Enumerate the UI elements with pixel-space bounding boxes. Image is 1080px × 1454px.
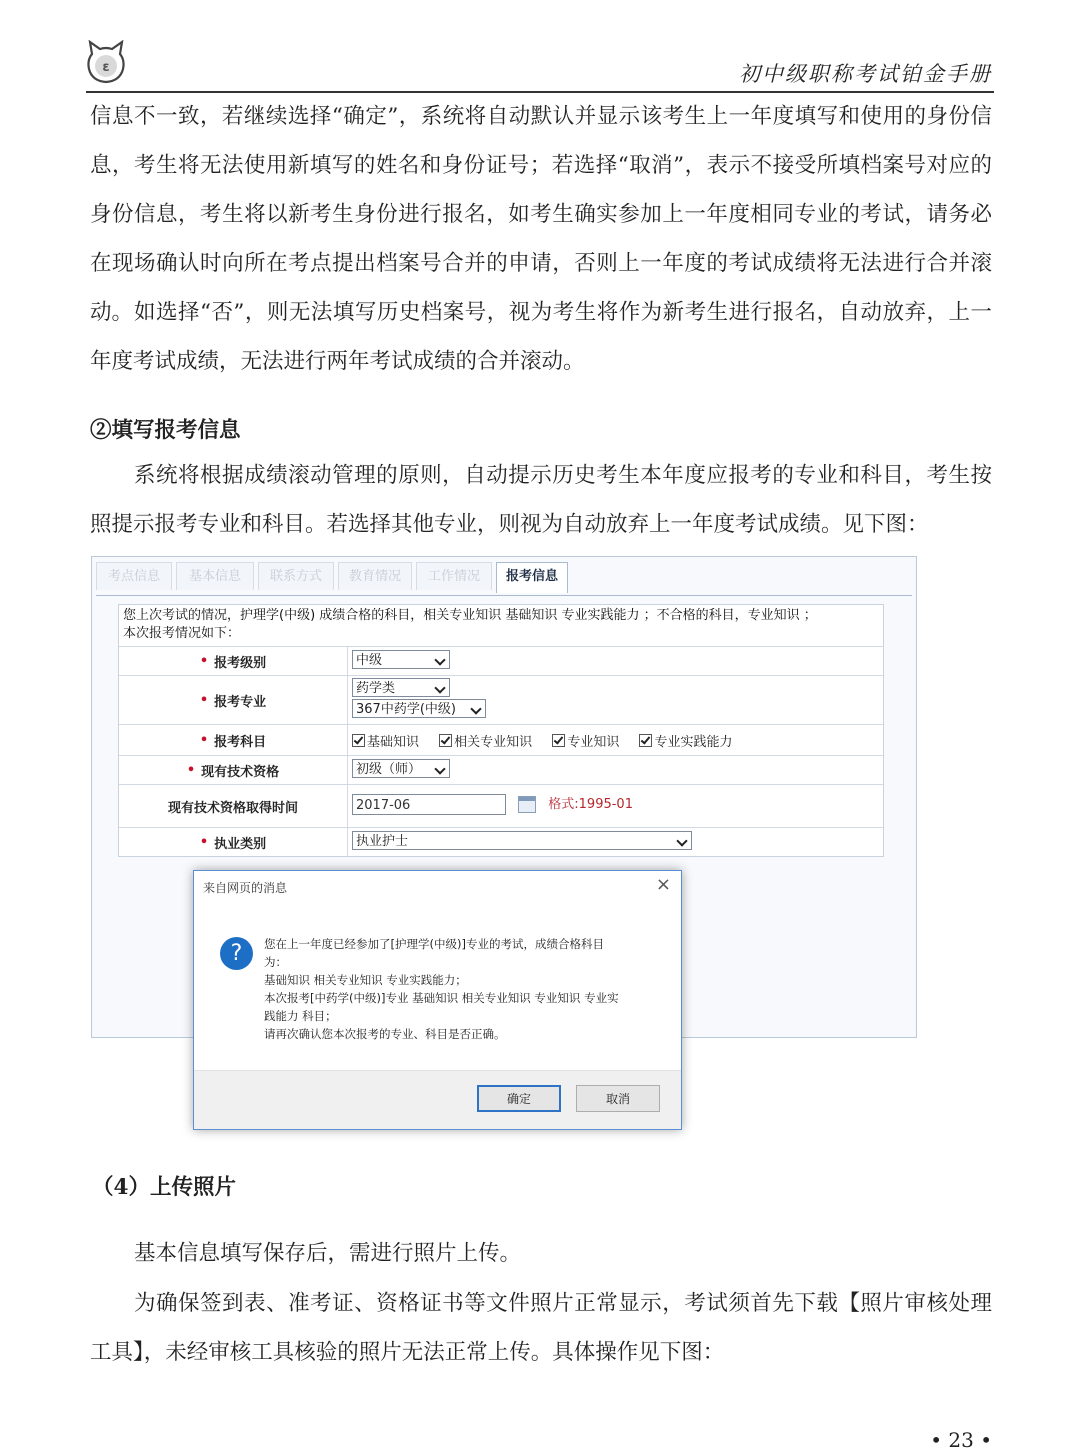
dialog-message-line: 您在上一年度已经参加了[护理学(中级)]专业的考试，成绩合格科目	[264, 937, 604, 951]
level-select[interactable]: 中级	[352, 650, 450, 669]
calendar-icon[interactable]	[518, 796, 536, 813]
row-practice-type	[119, 828, 883, 856]
row-subjects	[119, 725, 883, 756]
subject-checkbox-practice[interactable]: 专业实践能力	[639, 731, 732, 750]
qualification-label: • 现有技术资格	[119, 756, 348, 784]
dialog-message-line: 本次报考[中药学(中级)]专业 基础知识 相关专业知识 专业知识 专业实	[264, 991, 619, 1005]
tab-basic-info[interactable]: 基本信息	[176, 562, 254, 590]
dialog-message-line: 为：	[264, 955, 287, 969]
tab-contact[interactable]: 联系方式	[258, 562, 334, 590]
paragraph-4: 基本信息填写保存后，需进行照片上传。	[134, 1241, 522, 1266]
tab-work[interactable]: 工作情况	[416, 562, 492, 590]
subject-checkbox-related[interactable]: 相关专业知识	[439, 731, 532, 750]
subjects-label: • 报考科目	[119, 725, 348, 755]
subject-checkbox-professional[interactable]: 专业知识	[552, 731, 619, 750]
subject-checkbox-basic[interactable]: 基础知识	[352, 731, 419, 750]
dialog-message-line: 基础知识 相关专业知识 专业实践能力；	[264, 973, 467, 987]
paragraph-1: 信息不一致，若继续选择“确定”，系统将自动默认并显示该考生上一年度填写和使用的身份信息，考生将无法使用新填写的姓名和身份证号；若选择“取消”，表示不接受所填档案号对应的身份信息，考生将以新考生身份进行报名，如考生确实参加上一年度相同专业的考试，请务必在现场确认时向所在考点提出档案号合并的申请，否则上一年度的考试成绩将无法进行合并滚动。	[90, 104, 992, 325]
tab-bar	[96, 562, 912, 592]
history-note-line-2: 本次报考情况如下：	[123, 626, 241, 641]
practice-type-label: • 执业类别	[119, 828, 348, 856]
header-title: 初中级职称考试铂金手册	[739, 62, 992, 86]
tab-divider	[96, 595, 912, 596]
tab-exam-site[interactable]: 考点信息	[96, 562, 172, 590]
paragraph-3: 系统将根据成绩滚动管理的原则，自动提示历史考生本年度应报考的专业和科目，考生按照提示报考专业和科目。若选择其他专业，则视为自动放弃上一年度考试成绩。见下图：	[90, 463, 992, 537]
tab-education[interactable]: 教育情况	[338, 562, 412, 590]
practice-type-select[interactable]: 执业护士	[352, 831, 692, 850]
paragraph-2: 如选择“否”，则无法填写历史档案号，视为考生将作为新考生进行报名，自动放弃，上一年度考试成绩，无法进行两年考试成绩的合并滚动。	[90, 300, 992, 374]
major-category-select[interactable]: 药学类	[352, 678, 450, 697]
svg-text:ε: ε	[102, 60, 110, 75]
paragraph-5: 为确保签到表、准考证、资格证书等文件照片正常显示，考试须首先下载【照片审核处理工具】，未经审核工具核验的照片无法正常上传。具体操作见下图：	[90, 1291, 992, 1365]
cancel-button[interactable]: 取消	[576, 1085, 660, 1112]
dialog-message	[264, 935, 659, 1043]
level-label: • 报考级别	[119, 647, 348, 675]
page-number: • 23 •	[930, 1428, 992, 1452]
history-note	[119, 605, 883, 647]
ok-button[interactable]: 确定	[477, 1085, 561, 1112]
date-format-hint: 格式:1995-01	[548, 797, 633, 812]
qualification-time-input[interactable]: 2017-06	[352, 794, 506, 815]
row-qualification-time	[119, 785, 883, 828]
section-heading-4: （4）上传照片	[92, 1175, 236, 1200]
dialog-message-line: 践能力 科目；	[264, 1009, 337, 1023]
dialog-title: 来自网页的消息	[203, 881, 288, 895]
exam-info-form	[118, 604, 884, 857]
cat-logo-icon	[86, 40, 126, 84]
qualification-select[interactable]: 初级（师）	[352, 759, 450, 778]
dialog-message-line: 请再次确认您本次报考的专业、科目是否正确。	[264, 1027, 506, 1041]
major-select[interactable]: 367中药学(中级)	[352, 699, 486, 718]
question-icon: ?	[220, 937, 253, 970]
section-heading-2: ②填写报考信息	[90, 418, 241, 443]
major-label: • 报考专业	[119, 676, 348, 724]
qualification-time-label: 现有技术资格取得时间	[119, 785, 348, 827]
row-level	[119, 647, 883, 676]
dialog-footer	[194, 1070, 681, 1129]
tab-exam-info[interactable]: 报考信息	[496, 562, 568, 593]
confirm-dialog	[193, 870, 682, 1130]
row-qualification	[119, 756, 883, 785]
row-major	[119, 676, 883, 725]
close-icon[interactable]: ×	[655, 874, 671, 895]
history-note-line-1: 您上次考试的情况，护理学(中级) 成绩合格的科目，相关专业知识 基础知识 专业实践能力 ；不合格的科目，专业知识 ；	[123, 608, 817, 623]
